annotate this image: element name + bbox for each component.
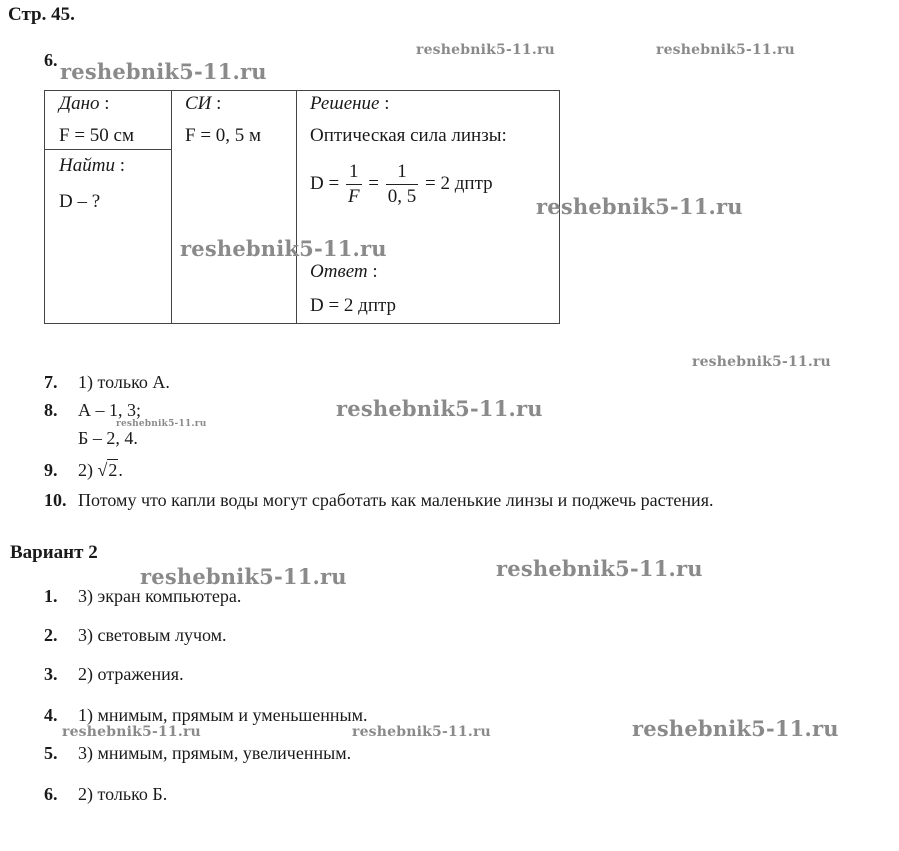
item-10: 10. Потому что капли воды могут сработать как маленькие линзы и поджечь растения.	[44, 490, 714, 510]
item-7: 7. 1) только А.	[44, 372, 170, 392]
solution-table	[44, 90, 560, 324]
item-8: 8. А – 1, 3;	[44, 400, 141, 420]
watermark: reshebnik5-11.ru	[352, 724, 491, 740]
watermark: reshebnik5-11.ru	[336, 396, 543, 421]
answer-value: D = 2 дптр	[310, 295, 397, 316]
table-divider	[45, 149, 171, 150]
watermark: reshebnik5-11.ru	[60, 59, 267, 84]
table-divider	[171, 91, 172, 323]
watermark: reshebnik5-11.ru	[496, 556, 703, 581]
answer-header: Ответ :	[310, 261, 378, 282]
variant2-item-5: 5. 3) мнимым, прямым, увеличенным.	[44, 743, 352, 763]
solution-text: Оптическая сила линзы:	[310, 125, 507, 146]
watermark: reshebnik5-11.ru	[692, 354, 831, 370]
find-value: D – ?	[59, 191, 101, 212]
sqrt-sign: √	[97, 460, 108, 480]
watermark: reshebnik5-11.ru	[632, 716, 839, 741]
variant-2-title: Вариант 2	[10, 542, 98, 563]
si-value: F = 0, 5 м	[185, 125, 262, 146]
find-header: Найти :	[59, 155, 125, 176]
si-header: СИ :	[185, 93, 222, 114]
variant2-item-6: 6. 2) только Б.	[44, 784, 168, 804]
watermark: reshebnik5-11.ru	[62, 724, 201, 740]
formula: D = $\frac{1}{F}$ = $\frac{1}{0, 5}$ = 2 дптр	[310, 161, 493, 207]
watermark: reshebnik5-11.ru	[536, 194, 743, 219]
fraction: $\frac{1}{F}$	[347, 161, 360, 207]
table-divider	[296, 91, 297, 323]
watermark: reshebnik5-11.ru	[416, 42, 555, 58]
variant2-item-2: 2. 3) световым лучом.	[44, 625, 227, 645]
watermark: reshebnik5-11.ru	[656, 42, 795, 58]
page-title: Стр. 45.	[8, 4, 75, 25]
variant2-item-1: 1. 3) экран компьютера.	[44, 586, 242, 606]
variant2-item-3: 3. 2) отражения.	[44, 664, 184, 684]
item-9: 9. 2) √2.	[44, 460, 123, 480]
item-8-line2: Б – 2, 4.	[78, 428, 138, 448]
task-6-number: 6.	[44, 50, 58, 70]
given-value: F = 50 см	[59, 125, 134, 146]
watermark: reshebnik5-11.ru	[180, 236, 387, 261]
variant2-item-4: 4. 1) мнимым, прямым и уменьшенным.	[44, 705, 368, 725]
watermark: reshebnik5-11.ru	[116, 419, 207, 429]
solution-header: Решение :	[310, 93, 390, 114]
given-header: Дано :	[59, 93, 110, 114]
watermark: reshebnik5-11.ru	[140, 564, 347, 589]
fraction: $\frac{1}{0, 5}$	[387, 161, 417, 207]
